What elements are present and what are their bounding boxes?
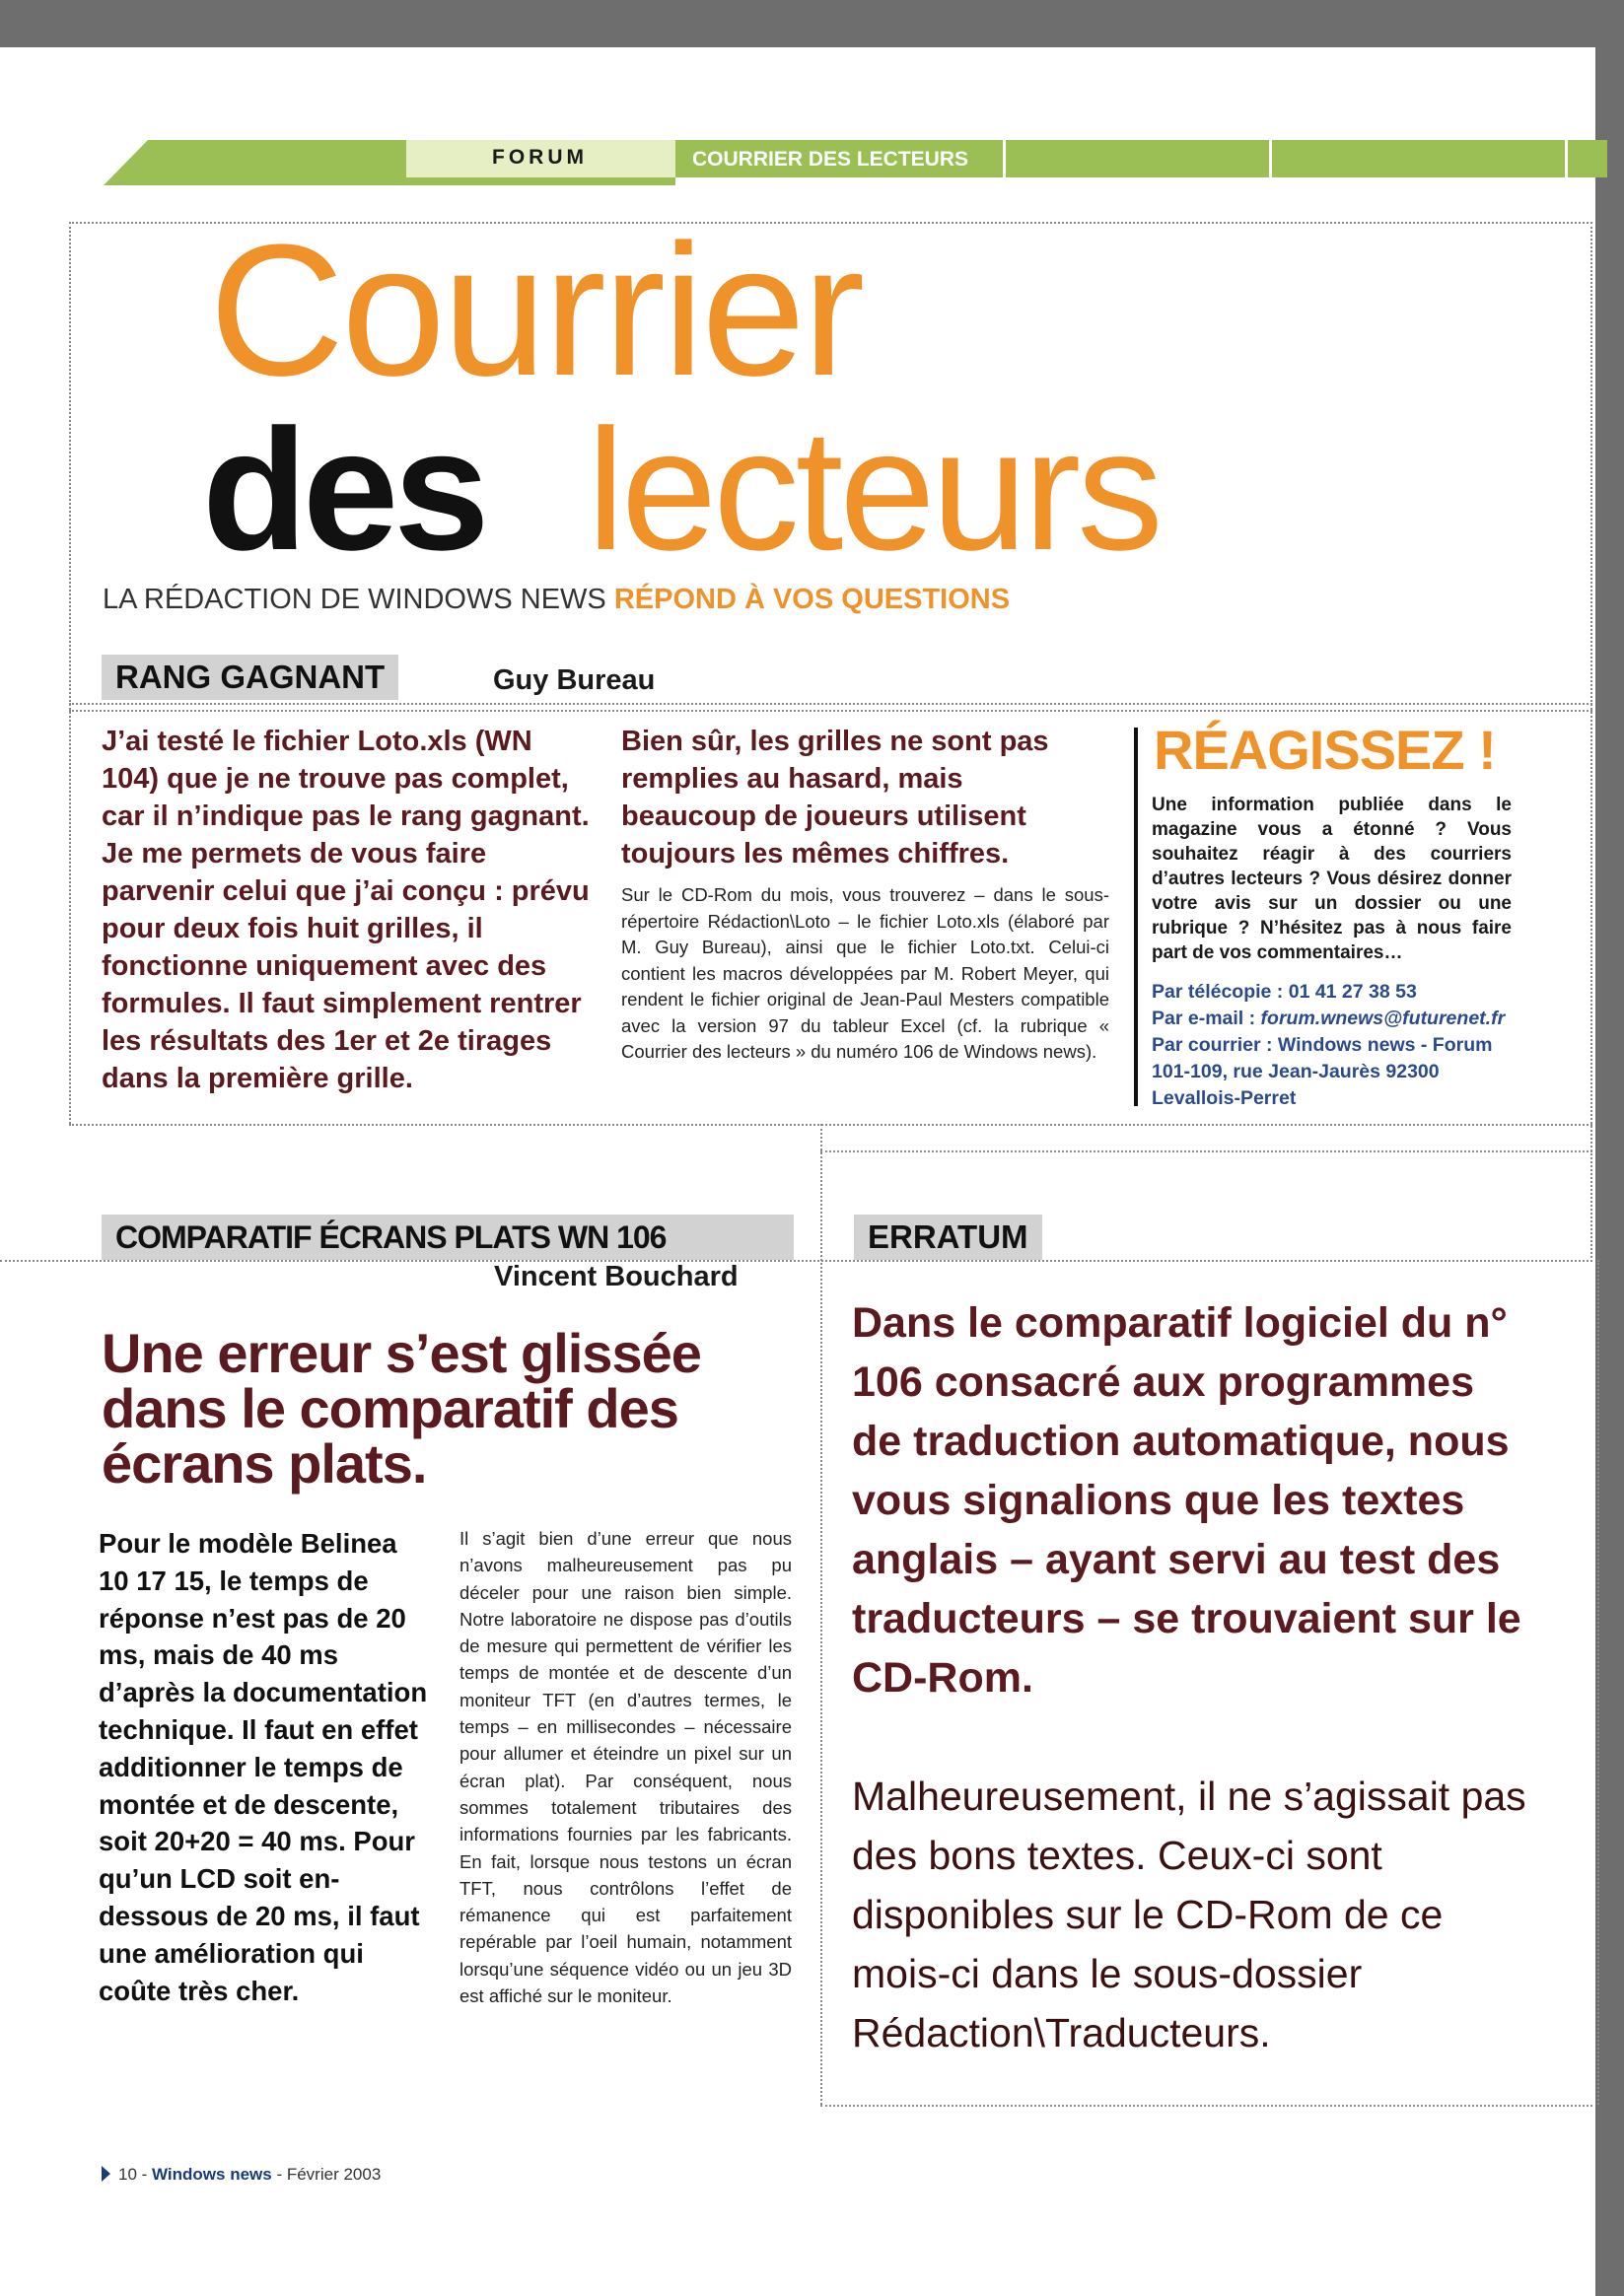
contact-email-line: Par e-mail : forum.wnews@futurenet.fr — [1152, 1008, 1506, 1029]
label-rang-gagnant: RANG GAGNANT — [102, 655, 398, 700]
letter1-answer-lead: Bien sûr, les grilles ne sont pas remplies au hasard, mais beaucoup de joueurs utilisent toujours les mêmes chiffres. — [621, 726, 1049, 870]
title-courrier: Courrier — [209, 206, 863, 415]
header-tab-divider — [1003, 140, 1006, 177]
header-tab-underline — [404, 177, 675, 185]
erratum-frame-top — [820, 1150, 1592, 1152]
letter1-answer-body: Sur le CD-Rom du mois, vous trouverez – dans le sous-répertoire Rédaction\Loto – le fichier Loto.xls (élaboré par M. Guy Bureau), ainsi que le fichier Loto.txt. Celui-ci contient les macros développées par M. Robert Meyer, qui rendent le fichier original de Jean-Paul Mesters compatible avec la version 97 du tableur Excel (cf. la rubrique « Courrier des lecteurs » du numéro 106 de Windows news). — [621, 884, 1109, 1062]
erratum-frame-left — [820, 1124, 822, 2105]
contact-fax: Par télécopie : 01 41 27 38 53 — [1152, 981, 1417, 1003]
footer-brand: Windows news — [152, 2165, 272, 2184]
title-des: des — [202, 394, 485, 587]
header-band-slant — [104, 140, 148, 185]
erratum-frame-right — [1597, 1260, 1599, 2105]
label-erratum: ERRATUM — [854, 1215, 1042, 1260]
divider-under-title-2 — [69, 710, 1592, 712]
reagissez-title: RÉAGISSEZ ! — [1154, 719, 1496, 781]
frame-right — [1590, 222, 1592, 1262]
reagissez-contact — [1152, 979, 1526, 1112]
divider-lower — [0, 1260, 1592, 1262]
contact-email[interactable]: forum.wnews@futurenet.fr — [1260, 1008, 1506, 1029]
contact-mail-3: Levallois-Perret — [1152, 1087, 1297, 1109]
erratum-frame-bottom — [820, 2105, 1592, 2107]
author-vincent-bouchard: Vincent Bouchard — [494, 1261, 739, 1292]
section-label: FORUM — [492, 146, 588, 169]
erratum-lead: Dans le comparatif logiciel du n° 106 consacré aux programmes de traduction automatique, nous vous signalions que les textes anglais – ayant servi au test des traducteurs – se trouvaient sur le CD-Rom. — [852, 1299, 1521, 1702]
reagissez-body: Une information publiée dans le magazine vous a étonné ? Vous souhaitez réagir à des courriers d’autres lecteurs ? Vous désirez donner votre avis sur un dossier ou une rubrique ? N’hésitez pas à nous faire part de vos commentaires… — [1152, 795, 1512, 963]
author-guy-bureau: Guy Bureau — [493, 664, 656, 696]
page-footer: 10 - Windows news - Février 2003 — [102, 2165, 381, 2185]
header-tab-divider — [1269, 140, 1272, 177]
title-lecteurs: lecteurs — [587, 394, 1160, 587]
letter1-question-text: J’ai testé le fichier Loto.xls (WN 104) que je ne trouve pas complet, car il n’indique pas le rang gagnant. Je me permets de vous faire parvenir celui que j’ai conçu : prévu pour deux fois huit grilles, il fonctionne uniquement avec des formules. Il faut simplement rentrer les résultats des 1er et 2e tirages dans la première grille. — [102, 726, 590, 1094]
contact-mail-2: 101-109, rue Jean-Jaurès 92300 — [1152, 1061, 1440, 1082]
letter1-question — [102, 723, 595, 1097]
header-band-left — [148, 140, 404, 185]
letter2-body: Il s’agit bien d’une erreur que nous n’avons malheureusement pas pu déceler pour une raison bien simple. Notre laboratoire ne dispose pas d’outils de mesure qui permettent de vérifier les temps de montée et de descente d’un moniteur TFT (en d’autres termes, le temps – en millisecondes – nécessaire pour allumer et éteindre un pixel sur un écran plat). Par conséquent, nous sommes totalement tributaires des informations fournies par les fabricants. En fait, lorsque nous testons un écran TFT, nous contrôlons l’effet de rémanence qui est parfaitement repérable par l’oeil humain, notamment lorsqu’une séquence vidéo ou un jeu 3D est affiché sur le moniteur. — [459, 1528, 792, 2007]
divider-under-letter1 — [69, 1124, 1592, 1126]
divider-under-title — [69, 703, 1592, 705]
frame-left — [69, 222, 71, 1124]
letter2-lead: Pour le modèle Belinea 10 17 15, le temps de réponse n’est pas de 20 ms, mais de 40 ms d’après la documentation technique. Il faut en effet additionner le temps de montée et de descente, soit 20+20 = 40 ms. Pour qu’un LCD soit en-dessous de 20 ms, il faut une amélioration qui coûte très cher. — [99, 1528, 428, 2006]
letter2-headline: Une erreur s’est glissée dans le comparatif des écrans plats. — [102, 1322, 701, 1495]
header-tab-divider — [1565, 140, 1568, 177]
reagissez-bar — [1134, 728, 1138, 1106]
rubric-label: COURRIER DES LECTEURS — [692, 148, 969, 171]
footer-arrow-icon — [102, 2166, 110, 2182]
erratum-body: Malheureusement, il ne s’agissait pas des bons textes. Ceux-ci sont disponibles sur le CD-Rom de ce mois-ci dans le sous-dossier Rédaction\Traducteurs. — [852, 1774, 1526, 2055]
contact-mail-1: Par courrier : Windows news - Forum — [1152, 1034, 1493, 1056]
label-comparatif: COMPARATIF ÉCRANS PLATS WN 106 — [102, 1215, 794, 1260]
subtitle: LA RÉDACTION DE WINDOWS NEWS RÉPOND À VOS QUESTIONS — [103, 584, 1011, 615]
